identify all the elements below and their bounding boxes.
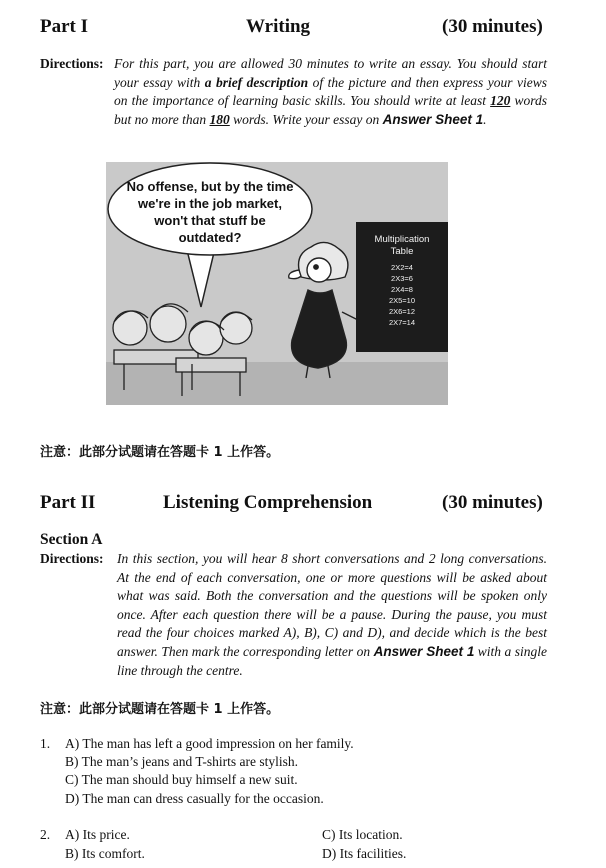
board-row: 2X2=4 [391,263,413,272]
min-words: 120 [490,93,511,109]
q1-choice-d: D) The man can dress casually for the occasion. [65,791,324,806]
part1-label: Part I [40,16,89,37]
board-row: 2X3=6 [391,274,413,283]
part2-note: 注意：此部分试题请在答题卡 1 上作答。 [40,702,280,717]
max-words: 180 [209,111,230,127]
question-number: 2. [40,827,51,842]
part2-directions-label: Directions: [40,551,104,566]
q2-choice-b: B) Its comfort. [65,846,145,861]
part2-directions [117,550,547,680]
answer-sheet-ref: Answer Sheet 1 [373,643,475,659]
q2-choice-d: D) Its facilities. [322,846,407,861]
part2-label: Part II [40,492,96,513]
board-row: 2X7=14 [388,318,416,327]
directions-text: with a single line through the centre. [117,643,547,678]
directions-emphasis: a brief description [204,74,309,90]
directions-text: of the picture and then express your views on the importance of learning basic skills. You should write at least [114,74,547,109]
board-row: 2X6=12 [388,307,416,316]
question-number: 1. [40,736,51,751]
q1-choice-a: A) The man has left a good impression on her family. [65,736,354,751]
part2-title: Listening Comprehension [163,492,373,513]
section-a-heading: Section A [40,531,103,548]
cartoon-image [106,162,448,405]
q1-choice-c: C) The man should buy himself a new suit. [65,772,298,787]
speech-bubble-text: No offense, but by the time we're in the job market, won't that stuff be outdated? [126,179,294,245]
directions-text: words but no more than [114,93,548,127]
board-rows [356,262,448,328]
part1-directions-label: Directions: [40,56,104,71]
part1-time: (30 minutes) [442,16,543,37]
q1-choice-b: B) The man’s jeans and T-shirts are stylish. [65,754,298,769]
directions-text: In this section, you will hear 8 short conversations and 2 long conversations. At the end of each conversation, one or more questions will be asked about what was said. Both the conversation and the questions will be spoken only once. After each question there will be a pause. During the pause, you must read the four choices marked A), B), C) and D), and decide which is the best answer. Then mark the corresponding letter on [117,551,547,659]
board-row: 2X5=10 [388,296,416,305]
part1-directions [114,55,547,129]
part1-title: Writing [246,16,311,37]
answer-sheet-ref: Answer Sheet 1 [382,111,484,127]
board-title: Multiplication Table [374,234,430,257]
q2-choice-c: C) Its location. [322,827,403,842]
board-row: 2X4=8 [391,285,413,294]
directions-text: . [483,111,487,127]
directions-text: For this part, you are allowed 30 minutes to write an essay. You should start your essay with [114,56,547,90]
q2-choice-a: A) Its price. [65,827,130,842]
part2-time: (30 minutes) [442,492,543,513]
part1-note: 注意：此部分试题请在答题卡 1 上作答。 [40,445,280,460]
blackboard [356,222,448,352]
directions-text: words. Write your essay on [229,111,383,127]
